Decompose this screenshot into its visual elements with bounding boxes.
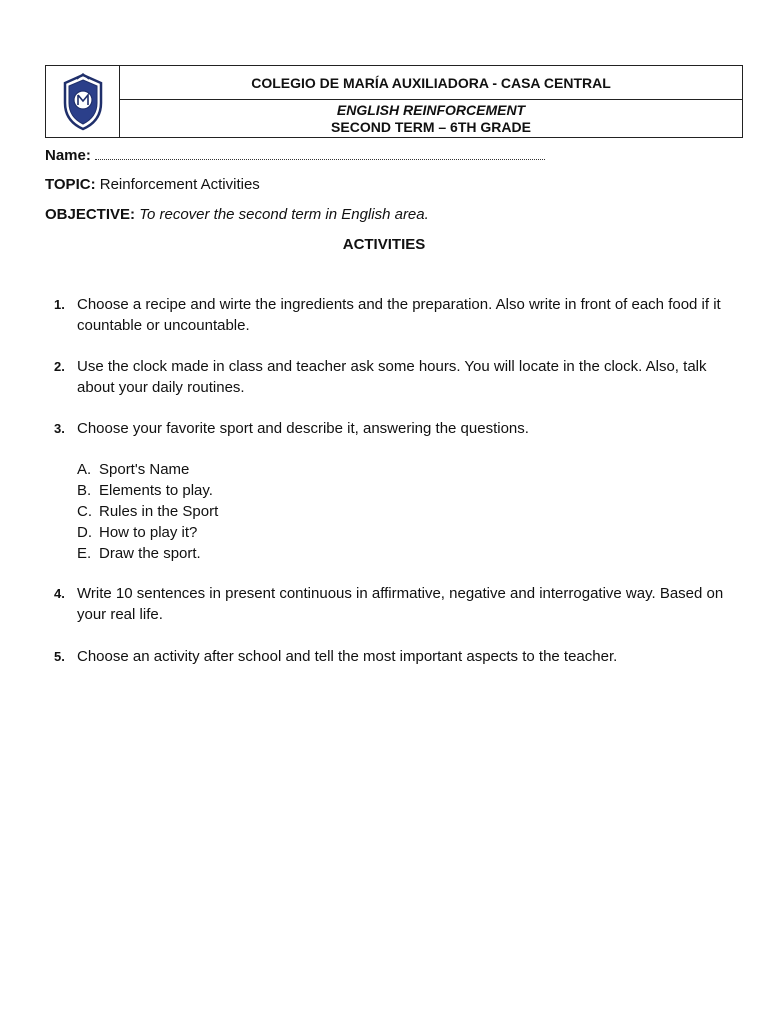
name-line — [45, 146, 545, 164]
list-item — [77, 459, 218, 480]
activity-number: 1. — [54, 297, 65, 312]
objective-label: OBJECTIVE: — [45, 206, 136, 223]
list-text: Rules in the Sport — [99, 503, 219, 520]
list-item — [77, 543, 218, 564]
activity-text: Use the clock made in class and teacher ask some hours. You will locate in the clock. Also, talk about your daily routines. — [77, 358, 707, 396]
name-field[interactable] — [95, 146, 545, 160]
activity-number: 4. — [54, 586, 65, 601]
list-letter: D. — [77, 524, 92, 541]
activity-item — [54, 294, 724, 336]
list-text: Draw the sport. — [99, 545, 201, 562]
list-letter: B. — [77, 482, 92, 499]
name-label: Name: — [45, 147, 91, 164]
activity-text: Choose a recipe and wirte the ingredients and the preparation. Also write in front of each food if it countable or uncountable. — [77, 296, 721, 334]
school-name: COLEGIO DE MARÍA AUXILIADORA - CASA CENTRAL — [120, 66, 742, 100]
activity-text: Choose your favorite sport and describe it, answering the questions. — [77, 420, 529, 437]
title-column — [120, 66, 742, 137]
activity-number: 5. — [54, 649, 65, 664]
topic-value: Reinforcement Activities — [99, 176, 260, 193]
subject-title: ENGLISH REINFORCEMENT — [336, 101, 526, 118]
topic-label: TOPIC: — [45, 176, 96, 193]
activity-item — [54, 646, 724, 667]
activity-number: 3. — [54, 421, 65, 436]
list-text: Elements to play. — [99, 482, 213, 499]
activity-text: Write 10 sentences in present continuous in affirmative, negative and interrogative way. Based on your real life. — [77, 585, 724, 623]
activity-item — [54, 418, 724, 439]
activity-item — [54, 356, 724, 398]
list-letter: E. — [77, 545, 92, 562]
list-item — [77, 480, 218, 501]
list-letter: C. — [77, 503, 92, 520]
sport-questions-list — [77, 459, 218, 564]
list-item — [77, 501, 218, 522]
objective-value: To recover the second term in English area. — [139, 206, 429, 223]
term-title: SECOND TERM – 6TH GRADE — [331, 118, 531, 135]
list-text: How to play it? — [99, 524, 198, 541]
list-item — [77, 522, 218, 543]
subject-block — [120, 100, 742, 137]
objective-line — [45, 206, 429, 223]
topic-line — [45, 176, 260, 193]
header-table — [45, 65, 743, 138]
list-letter: A. — [77, 461, 92, 478]
activity-number: 2. — [54, 359, 65, 374]
school-crest-icon — [61, 73, 105, 131]
activity-item — [54, 583, 724, 625]
activities-heading: ACTIVITIES — [342, 236, 426, 253]
activity-text: Choose an activity after school and tell the most important aspects to the teacher. — [77, 648, 618, 665]
logo-cell — [46, 66, 120, 137]
list-text: Sport's Name — [99, 461, 190, 478]
